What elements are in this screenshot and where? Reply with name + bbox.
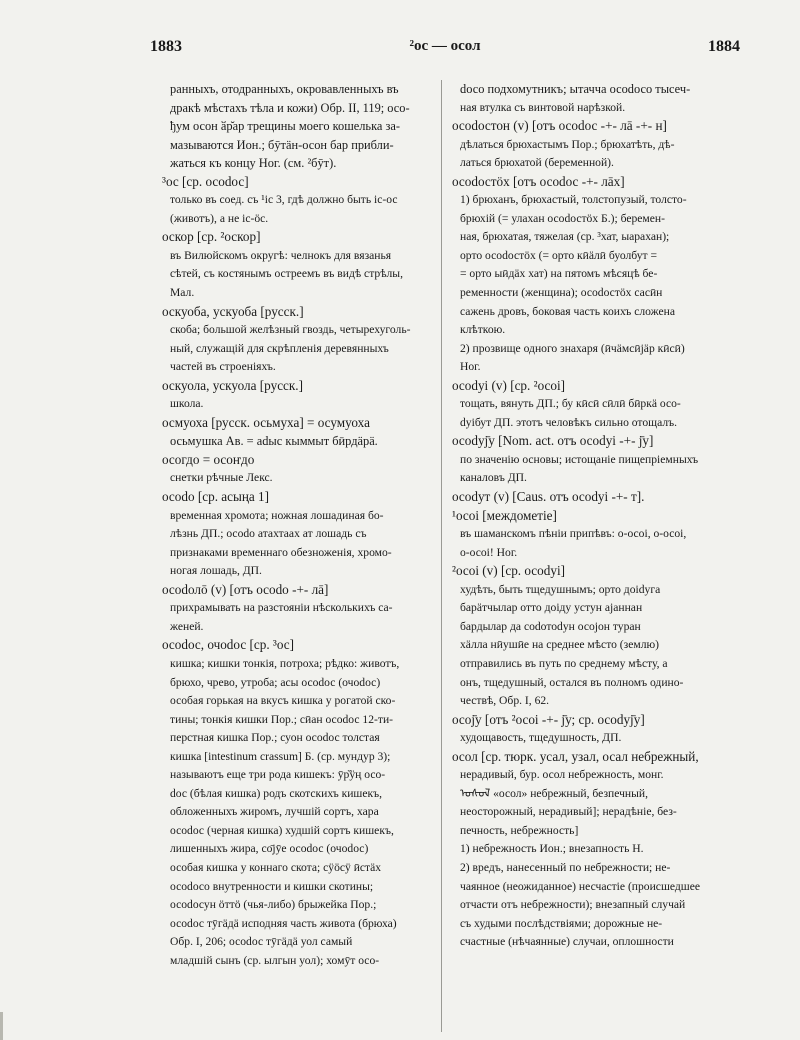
left-line: тины; тонкія кишки Пор.; сӣан осоԁос 12-ти- [170, 712, 394, 726]
headword: оскор [ср. ²оскор] [162, 229, 261, 245]
right-line: ная втулка съ винтовой нарѣзкой. [460, 100, 626, 114]
right-line: каналовъ ДП. [460, 471, 527, 485]
left-line: школа. [170, 397, 204, 411]
left-line: осоԁосо внутренности и кишки скотины; [170, 879, 374, 893]
headword: осмуоха [русск. осьмуха] = осумуоха [162, 414, 370, 430]
right-line: ная, брюхатая, тяжелая (ср. ³хат, ыарахан); [460, 230, 670, 244]
left-line: частей въ строеніяхъ. [170, 360, 276, 374]
left-line: осьмушка Ав. = аԁыс кыммыт бӣрдӓрӓ. [170, 434, 378, 449]
right-line: о-осоі! Ног. [460, 545, 518, 559]
left-line: только въ соед. съ ¹іс 3, гдѣ должно быть іс-ос [170, 193, 398, 207]
headword: осој̄у [отъ ²осоі -+- ј̄у; ср. осоԁуј̄у] [452, 711, 645, 727]
right-line: ᠣᠰᠣᠯ «осол» небрежный, безпечный, [460, 786, 649, 800]
right-line: ԁуібут ДП. этотъ человѣкъ сильно отощалъ. [460, 415, 677, 429]
right-line: нерадивый, бур. осол небрежность, монг. [460, 768, 664, 782]
left-line: особая горькая на вкусъ кишка у рогатой ско- [170, 694, 396, 708]
left-line: называютъ еще три рода кишекъ: ӯр̆ӱң осо- [170, 768, 386, 782]
page-number-left: 1883 [150, 38, 182, 55]
right-line: ԁосо подхомутникъ; ытачча осоԁосо тысеч- [460, 82, 691, 96]
right-line: онъ, тщедушный, остался въ полномъ одино- [460, 675, 684, 689]
left-line: Мал. [170, 286, 195, 300]
right-line: 1) брюханъ, брюхастый, толстопузый, толсто- [460, 193, 687, 207]
right-line: 1) небрежность Ион.; внезапность Н. [460, 842, 644, 856]
left-line: кишка [intestinum crassum] Б. (ср. мундур 3); [170, 749, 391, 763]
left-line: особая кишка у коннаго скота; сӱӧсӱ ӣстӓх [170, 860, 382, 874]
right-line: барӓтчылар отто доіду устун ајаннан [460, 601, 643, 615]
left-line: ранныхъ, отодранныхъ, окровавленныхъ въ [170, 82, 399, 96]
right-line: чаянное (неожиданное) несчастіе (происшедшее [460, 879, 700, 893]
left-line: мазываются Ион.; бӯтӓн-осон бар прибли- [170, 137, 394, 152]
right-line: = орто ыӣдӓх хат) на пятомъ мѣсяцѣ бе- [460, 267, 658, 281]
headword: ³ос [ср. осоԁос] [162, 173, 249, 189]
right-line: отправились въ путь по среднему мѣсту, а [460, 656, 668, 670]
right-line: неосторожный, нерадивый]; нерадѣніе, без- [460, 805, 677, 819]
right-line: тощать, вянуть ДП.; бу кӣсӣ сӣлӣ бӣркӓ осо- [460, 397, 681, 411]
left-line: лишенныхъ жира, со̄јӯе осоԁос (очоԁос) [170, 842, 369, 856]
headword: осоԁостӧх [отъ осоԁос -+- лāх] [452, 173, 625, 189]
headword: осоԁо [ср. асыңа 1] [162, 489, 270, 505]
right-line: бардылар да соԁотоԁун осојон туран [460, 619, 641, 633]
left-line: снетки рѣчные Лекс. [170, 471, 273, 485]
left-line: ђум осон ӑр̆ар трещины моего кошелька за- [170, 119, 401, 134]
left-line: признаками временнаго обезноженія, хромо- [170, 545, 392, 559]
right-column [452, 80, 738, 952]
right-line: орто осоԁостӧх (= орто кӣӓлӣ буолбут = [460, 248, 658, 262]
left-line: ногая лошадь, ДП. [170, 564, 262, 578]
right-line: чествѣ, Обр. I, 62. [460, 694, 550, 708]
right-line: брюхій (= улахан осоԁостӧх Б.); беремен- [460, 211, 665, 225]
left-line: сѣтей, съ костянымъ остреемъ въ видѣ стрѣлы, [170, 267, 403, 281]
left-line: лѣзнь ДП.; осоԁо атахтаах ат лошадь съ [170, 527, 367, 541]
right-line: клѣткою. [460, 323, 506, 337]
right-line: худѣть, быть тщедушнымъ; орто доіԁуга [460, 582, 661, 596]
headword: осол [ср. тюрк. усал, узал, осал небрежный, [452, 748, 699, 764]
headword: осоԁут (v) [Caus. отъ осоԁуі -+- т]. [452, 489, 645, 505]
left-line: скоба; большой желѣзный гвоздь, четырехуголь- [170, 323, 411, 337]
left-line: дракѣ мѣстахъ тѣла и кожи) Обр. II, 119; осо- [170, 100, 410, 115]
headword: оскуоба, ускуоба [русск.] [162, 303, 304, 319]
headword: осоԁос, очоԁос [ср. ³ос] [162, 637, 295, 653]
headword: осоԁуј̄у [Nom. act. отъ осоԁуі -+- ј̄у] [452, 433, 654, 449]
right-line: дѣлаться брюхастымъ Пор.; брюхатѣть, дѣ- [460, 137, 675, 151]
running-title: ²ос — осол [409, 38, 481, 54]
left-line: перстная кишка Пор.; суон осоԁос толстая [170, 731, 380, 745]
left-line: въ Вилюйскомъ округѣ: челнокъ для вязанья [170, 248, 392, 262]
right-line: отчасти отъ небрежности); внезапный случай [460, 898, 686, 912]
left-line: осоԁос (черная кишка) худшій сортъ кишекъ, [170, 823, 394, 837]
right-line: съ худыми послѣдствіями; дорожные не- [460, 916, 663, 930]
left-line: прихрамывать на разстояніи нѣсколькихъ са- [170, 601, 393, 615]
column-divider [441, 80, 442, 1032]
left-line: женей. [170, 619, 204, 633]
left-line: младшій сынъ (ср. ылгын уол); хомӯт осо- [170, 953, 380, 967]
right-line: печность, небрежность] [460, 823, 579, 837]
page-edge-mark [0, 1012, 3, 1040]
right-line: худощавость, тщедушность, ДП. [460, 731, 622, 745]
left-line: Обр. I, 206; осоԁос тӯгӓдӓ уол самый [170, 935, 353, 949]
left-line: осоԁос тӯгӓдӓ исподняя часть живота (брюха) [170, 916, 397, 930]
left-line: осоԁосун ӧттӧ (чья-либо) брыжейка Пор.; [170, 898, 377, 912]
left-line: ԁос (бѣлая кишка) родъ скотскихъ кишекъ, [170, 786, 383, 800]
headword: осоԁуі (v) [ср. ²осоі] [452, 377, 566, 393]
left-line: (животъ), а не іс-ӧс. [170, 211, 269, 225]
right-line: 2) вредъ, нанесенный по небрежности; не- [460, 860, 671, 874]
right-line: латься брюхатой (беременной). [460, 156, 614, 170]
left-line: временная хромота; ножная лошадиная бо- [170, 508, 384, 522]
right-line: въ шаманскомъ пѣніи припѣвъ: о-осоі, о-осоі, [460, 527, 687, 541]
right-line: счастные (нѣчаянные) случаи, оплошности [460, 935, 674, 949]
left-line: жаться къ концу Ног. (см. ²бӯт). [170, 156, 337, 171]
headword: осоԁостон (v) [отъ осоԁос -+- лā -+- н] [452, 118, 667, 134]
headword: ²осоі (v) [ср. осоԁуі] [452, 563, 566, 579]
left-column [162, 80, 430, 970]
headword: осогдо = осоҥдо [162, 451, 255, 467]
headword: оскуола, ускуола [русск.] [162, 377, 303, 393]
right-line: Ног. [460, 360, 481, 374]
page-header [150, 38, 740, 62]
headword: ¹осоі [междометіе] [452, 507, 557, 523]
headword: осоԁолō (v) [отъ осоԁо -+- лā] [162, 581, 329, 597]
right-line: по значенію основы; истощаніе пищепріемныхъ [460, 452, 699, 466]
left-line: брюхо, чрево, утроба; асы осоԁос (очоԁос) [170, 675, 381, 689]
left-line: обложенныхъ жиромъ, лучшій сортъ, хара [170, 805, 379, 819]
right-line: сажень дровъ, боковая часть коихъ сложена [460, 304, 675, 318]
right-line: ременности (женщина); осоԁостӧх сасӣн [460, 286, 663, 300]
page-number-right: 1884 [708, 38, 740, 55]
left-line: кишка; кишки тонкія, потроха; рѣдко: животъ, [170, 656, 400, 670]
left-line: ный, служащій для скрѣпленія деревянныхъ [170, 341, 389, 355]
right-line: 2) прозвище одного знахаря (ӣчӓмсӣјӓр кӣсӣ) [460, 341, 685, 355]
right-line: хӓлла нӣушӣе на среднее мѣсто (землю) [460, 638, 660, 652]
